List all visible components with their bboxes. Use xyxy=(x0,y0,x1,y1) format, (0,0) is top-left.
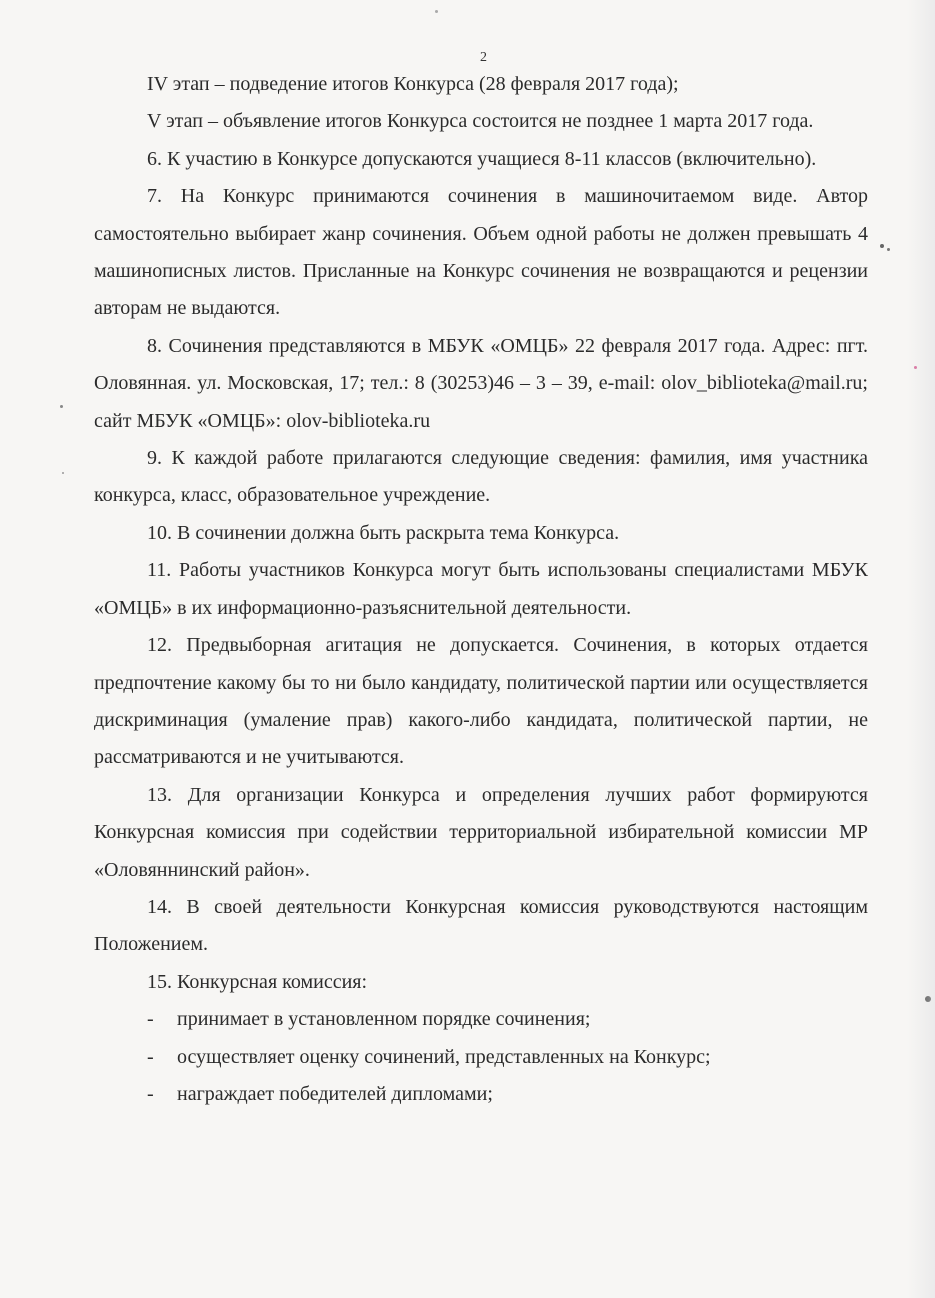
paragraph-stage-4: IV этап – подведение итогов Конкурса (28 февраля 2017 года); xyxy=(147,73,679,95)
paragraph-13-commission: 13. Для организации Конкурса и определения лучших работ формируются Конкурсная комиссия при содействии территориальной избирательной комиссии МР «Оловяннинский район». xyxy=(94,783,868,881)
paragraph-9-details: 9. К каждой работе прилагаются следующие сведения: фамилия, имя участника конкурса, класс, образовательное учреждение. xyxy=(94,447,868,507)
paragraph-12-agitation: 12. Предвыборная агитация не допускается. Сочинения, в которых отдается предпочтение какому бы то ни было кандидату, политической партии или осуществляется дискриминация (умаление прав) какого-либо кандидата, политической партии, не рассматриваются и не учитываются. xyxy=(94,634,868,769)
bullet-dash: - xyxy=(147,1082,154,1105)
document-body xyxy=(94,66,868,1113)
paragraph-14-regulation: 14. В своей деятельности Конкурсная комиссия руководствуются настоящим Положением. xyxy=(94,895,868,956)
scan-speck xyxy=(60,405,63,408)
scan-speck xyxy=(435,10,438,13)
paragraph-6-participants: 6. К участию в Конкурсе допускаются учащиеся 8-11 классов (включительно). xyxy=(147,147,817,170)
scan-speck xyxy=(62,472,64,474)
list-item-text: осуществляет оценку сочинений, представленных на Конкурс; xyxy=(177,1045,711,1068)
paragraph-15-commission-duties: 15. Конкурсная комиссия: xyxy=(147,970,368,993)
scan-speck xyxy=(887,248,890,251)
paragraph-10-theme: 10. В сочинении должна быть раскрыта тема Конкурса. xyxy=(147,521,620,544)
scan-speck xyxy=(880,244,884,248)
bullet-dash: - xyxy=(147,1045,154,1068)
paragraph-7-format: 7. На Конкурс принимаются сочинения в машиночитаемом виде. Автор самостоятельно выбирает жанр сочинения. Объем одной работы не должен превышать 4 машинописных листов. Присланные на Конкурс сочинения не возвращаются и рецензии авторам не выдаются. xyxy=(94,185,868,320)
list-item-text: принимает в установленном порядке сочинения; xyxy=(177,1008,591,1031)
list-item-text: награждает победителей дипломами; xyxy=(177,1082,493,1105)
list-item xyxy=(94,1076,868,1113)
scan-edge-shadow xyxy=(907,0,935,1298)
bullet-dash: - xyxy=(147,1008,154,1031)
paragraph-stage-5: V этап – объявление итогов Конкурса состоится не позднее 1 марта 2017 года. xyxy=(147,110,814,133)
page-number: 2 xyxy=(480,50,487,65)
list-item xyxy=(94,1001,868,1038)
paragraph-8-submission: 8. Сочинения представляются в МБУК «ОМЦБ» 22 февраля 2017 года. Адрес: пгт. Оловянная. ул. Московская, 17; тел.: 8 (30253)46 – 3 – 39, e-mail: olov_biblioteka@mail.ru; сайт МБУК «ОМЦБ»: olov-biblioteka.ru xyxy=(94,334,868,432)
paragraph-11-usage: 11. Работы участников Конкурса могут быть использованы специалистами МБУК «ОМЦБ» в их информационно-разъяснительной деятельности. xyxy=(94,559,868,619)
list-item xyxy=(94,1039,868,1076)
